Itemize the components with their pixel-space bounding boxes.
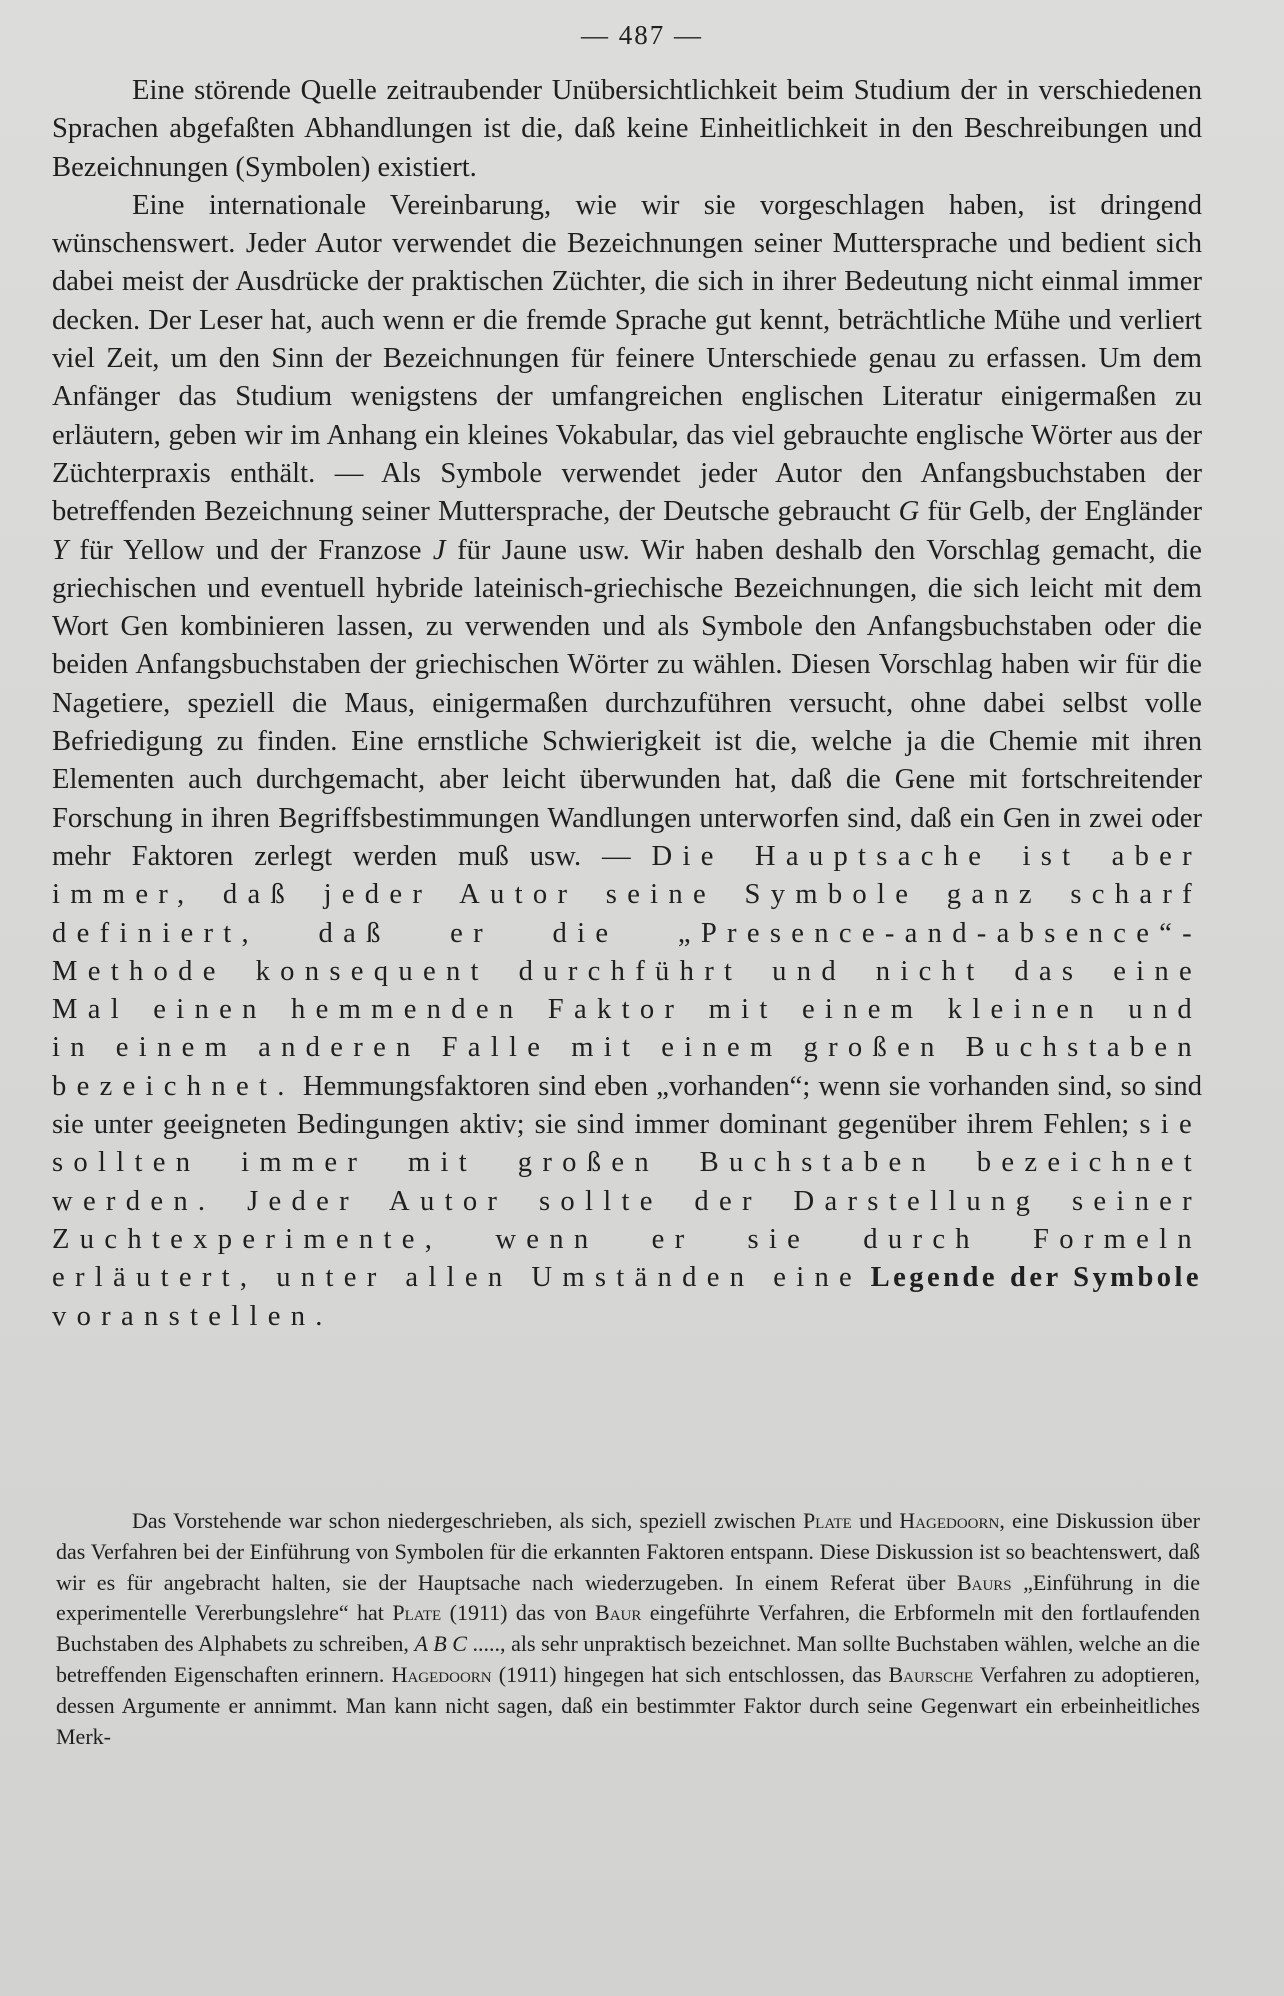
alphabet-letters: A B C xyxy=(414,1631,467,1657)
p2-text-d: für Jaune usw. Wir haben deshalb den Vorschlag gemacht, die griechischen und eventuell hybride lateinisch-griechische Bezeichnungen, die sich leicht mit dem Wort Gen kombinieren lassen, zu verwenden und als Symbole den Anfangsbuchstaben oder die beiden Anfangsbuchstaben der griechischen Wörter zu wählen. Diesen Vorschlag haben wir für die Nagetiere, speziell die Maus, einigermaßen durchzuführen versucht, ohne dabei selbst volle Befriedigung zu finden. Eine ernstliche Schwierigkeit ist die, welche ja die Chemie mit ihren Elementen auch durchgemacht, aber leicht überwunden hat, daß die Gene mit fortschreitender Forschung in ihren Begriffsbestimmungen Wandlungen unterworfen sind, daß ein Gen in zwei oder mehr Faktoren zerlegt werden muß usw. — xyxy=(52,534,1202,872)
author-baurs: Baurs xyxy=(956,1569,1012,1595)
p2-text-b: für Gelb, der Engländer xyxy=(927,496,1202,528)
note-text-d: „Einführung in die experimentelle Vererbungslehre“ hat xyxy=(56,1569,1201,1626)
author-hagedoorn: Hagedoorn xyxy=(899,1508,1000,1533)
p2-spaced-emphasis-1: Die Hauptsache ist aber immer, daß jeder Autor seine Symbole ganz scharf definiert, daß er die „Presence-and-absence“-Methode konsequent durchführt und nicht das eine Mal einen hemmenden Faktor mit einem kleinen und in einem anderen Falle mit einem großen Buchstaben bezeichnet. xyxy=(52,840,1202,1102)
page-number: — 487 — xyxy=(581,20,703,50)
note-paragraph xyxy=(56,1506,1200,1752)
note-text-f: eingeführte Verfahren, die Erbformeln mit den fortlaufenden Buchstaben des Alphabets zu schreiben, xyxy=(56,1600,1201,1657)
author-plate: Plate xyxy=(802,1508,852,1533)
p2-text-a: Eine internationale Vereinbarung, wie wir sie vorgeschlagen haben, ist dringend wünschenswert. Jeder Autor verwendet die Bezeichnungen seiner Muttersprache und bedient sich dabei meist der Ausdrücke der praktischen Züchter, die sich in ihrer Bedeutung nicht einmal immer decken. Der Leser hat, auch wenn er die fremde Sprache gut kennt, beträchtliche Mühe und verliert viel Zeit, um den Sinn der Bezeichnungen für feinere Unterschiede genau zu erfassen. Um dem Anfänger das Studium wenigstens der umfangreichen englischen Literatur einigermaßen zu erläutern, geben wir im Anhang ein kleines Vokabular, das viel gebrauchte englische Wörter aus der Züchterpraxis enthält. — Als Symbole verwendet jeder Autor den Anfangsbuchstaben der betreffenden Bezeichnung seiner Muttersprache, der Deutsche gebraucht xyxy=(52,189,1202,528)
p2-spaced-emphasis-2: sie sollten immer mit großen Buchstaben bezeichnet werden. Jeder Autor sollte der Darstellung seiner Zuchtexperimente, wenn er sie durch Formeln erläutert, unter allen Umständen eine xyxy=(52,1109,1203,1294)
p2-text-c: für Yellow und der Franzose xyxy=(79,534,422,566)
paragraph-1: Eine störende Quelle zeitraubender Unübersichtlichkeit beim Studium der in verschiedenen Sprachen abgefaßten Abhandlungen ist die, daß keine Einheitlichkeit in den Beschreibungen und Bezeichnungen (Symbolen) existiert. xyxy=(52,75,1202,183)
p2-spaced-emphasis-3: voranstellen. xyxy=(52,1300,333,1332)
author-baur: Baur xyxy=(595,1600,642,1626)
note-text-b: und xyxy=(859,1508,893,1533)
symbol-g: G xyxy=(898,496,920,528)
symbol-y: Y xyxy=(52,534,68,566)
note-text-i: Verfahren zu adoptieren, dessen Argumente er annimmt. Man kann nicht sagen, daß ein bestimmter Faktor durch seine Gegenwart ein erbeinheitliches Merk- xyxy=(56,1661,1201,1749)
note-text-g: ....., als sehr unpraktisch bezeichnet. Man sollte Buchstaben wählen, welche an die betreffenden Eigenschaften erinnern. xyxy=(56,1631,1201,1687)
p2-bold-legend: Legende der Symbole xyxy=(870,1262,1203,1294)
author-plate-2: Plate xyxy=(392,1600,442,1626)
note-text-h: (1911) hingegen hat sich entschlossen, das xyxy=(498,1661,882,1687)
author-hagedoorn-2: Hagedoorn xyxy=(391,1661,492,1687)
paragraph-2 xyxy=(52,187,1202,1336)
note-text-e: (1911) das von xyxy=(449,1600,587,1626)
p2-text-f: Hemmungsfaktoren sind eben „vorhanden“; wenn sie vorhanden sind, so sind sie unter geeigneten Bedingungen aktiv; sie sind immer dominant gegenüber ihrem Fehlen; xyxy=(52,1070,1202,1141)
footnote-text xyxy=(56,1506,1200,1752)
main-text xyxy=(52,72,1202,1336)
symbol-j: J xyxy=(432,534,446,566)
note-text-c: , eine Diskussion über das Verfahren bei der Einführung von Symbolen für die erkannten Faktoren entspann. Diese Diskussion ist so beachtenswert, daß wir es für angebracht halten, sie der Hauptsache nach wiederzugeben. In einem Referat über xyxy=(56,1508,1201,1595)
author-baursche: Baursche xyxy=(888,1661,974,1687)
note-text-a: Das Vorstehende war schon niedergeschrieben, als sich, speziell zwischen xyxy=(132,1508,796,1533)
